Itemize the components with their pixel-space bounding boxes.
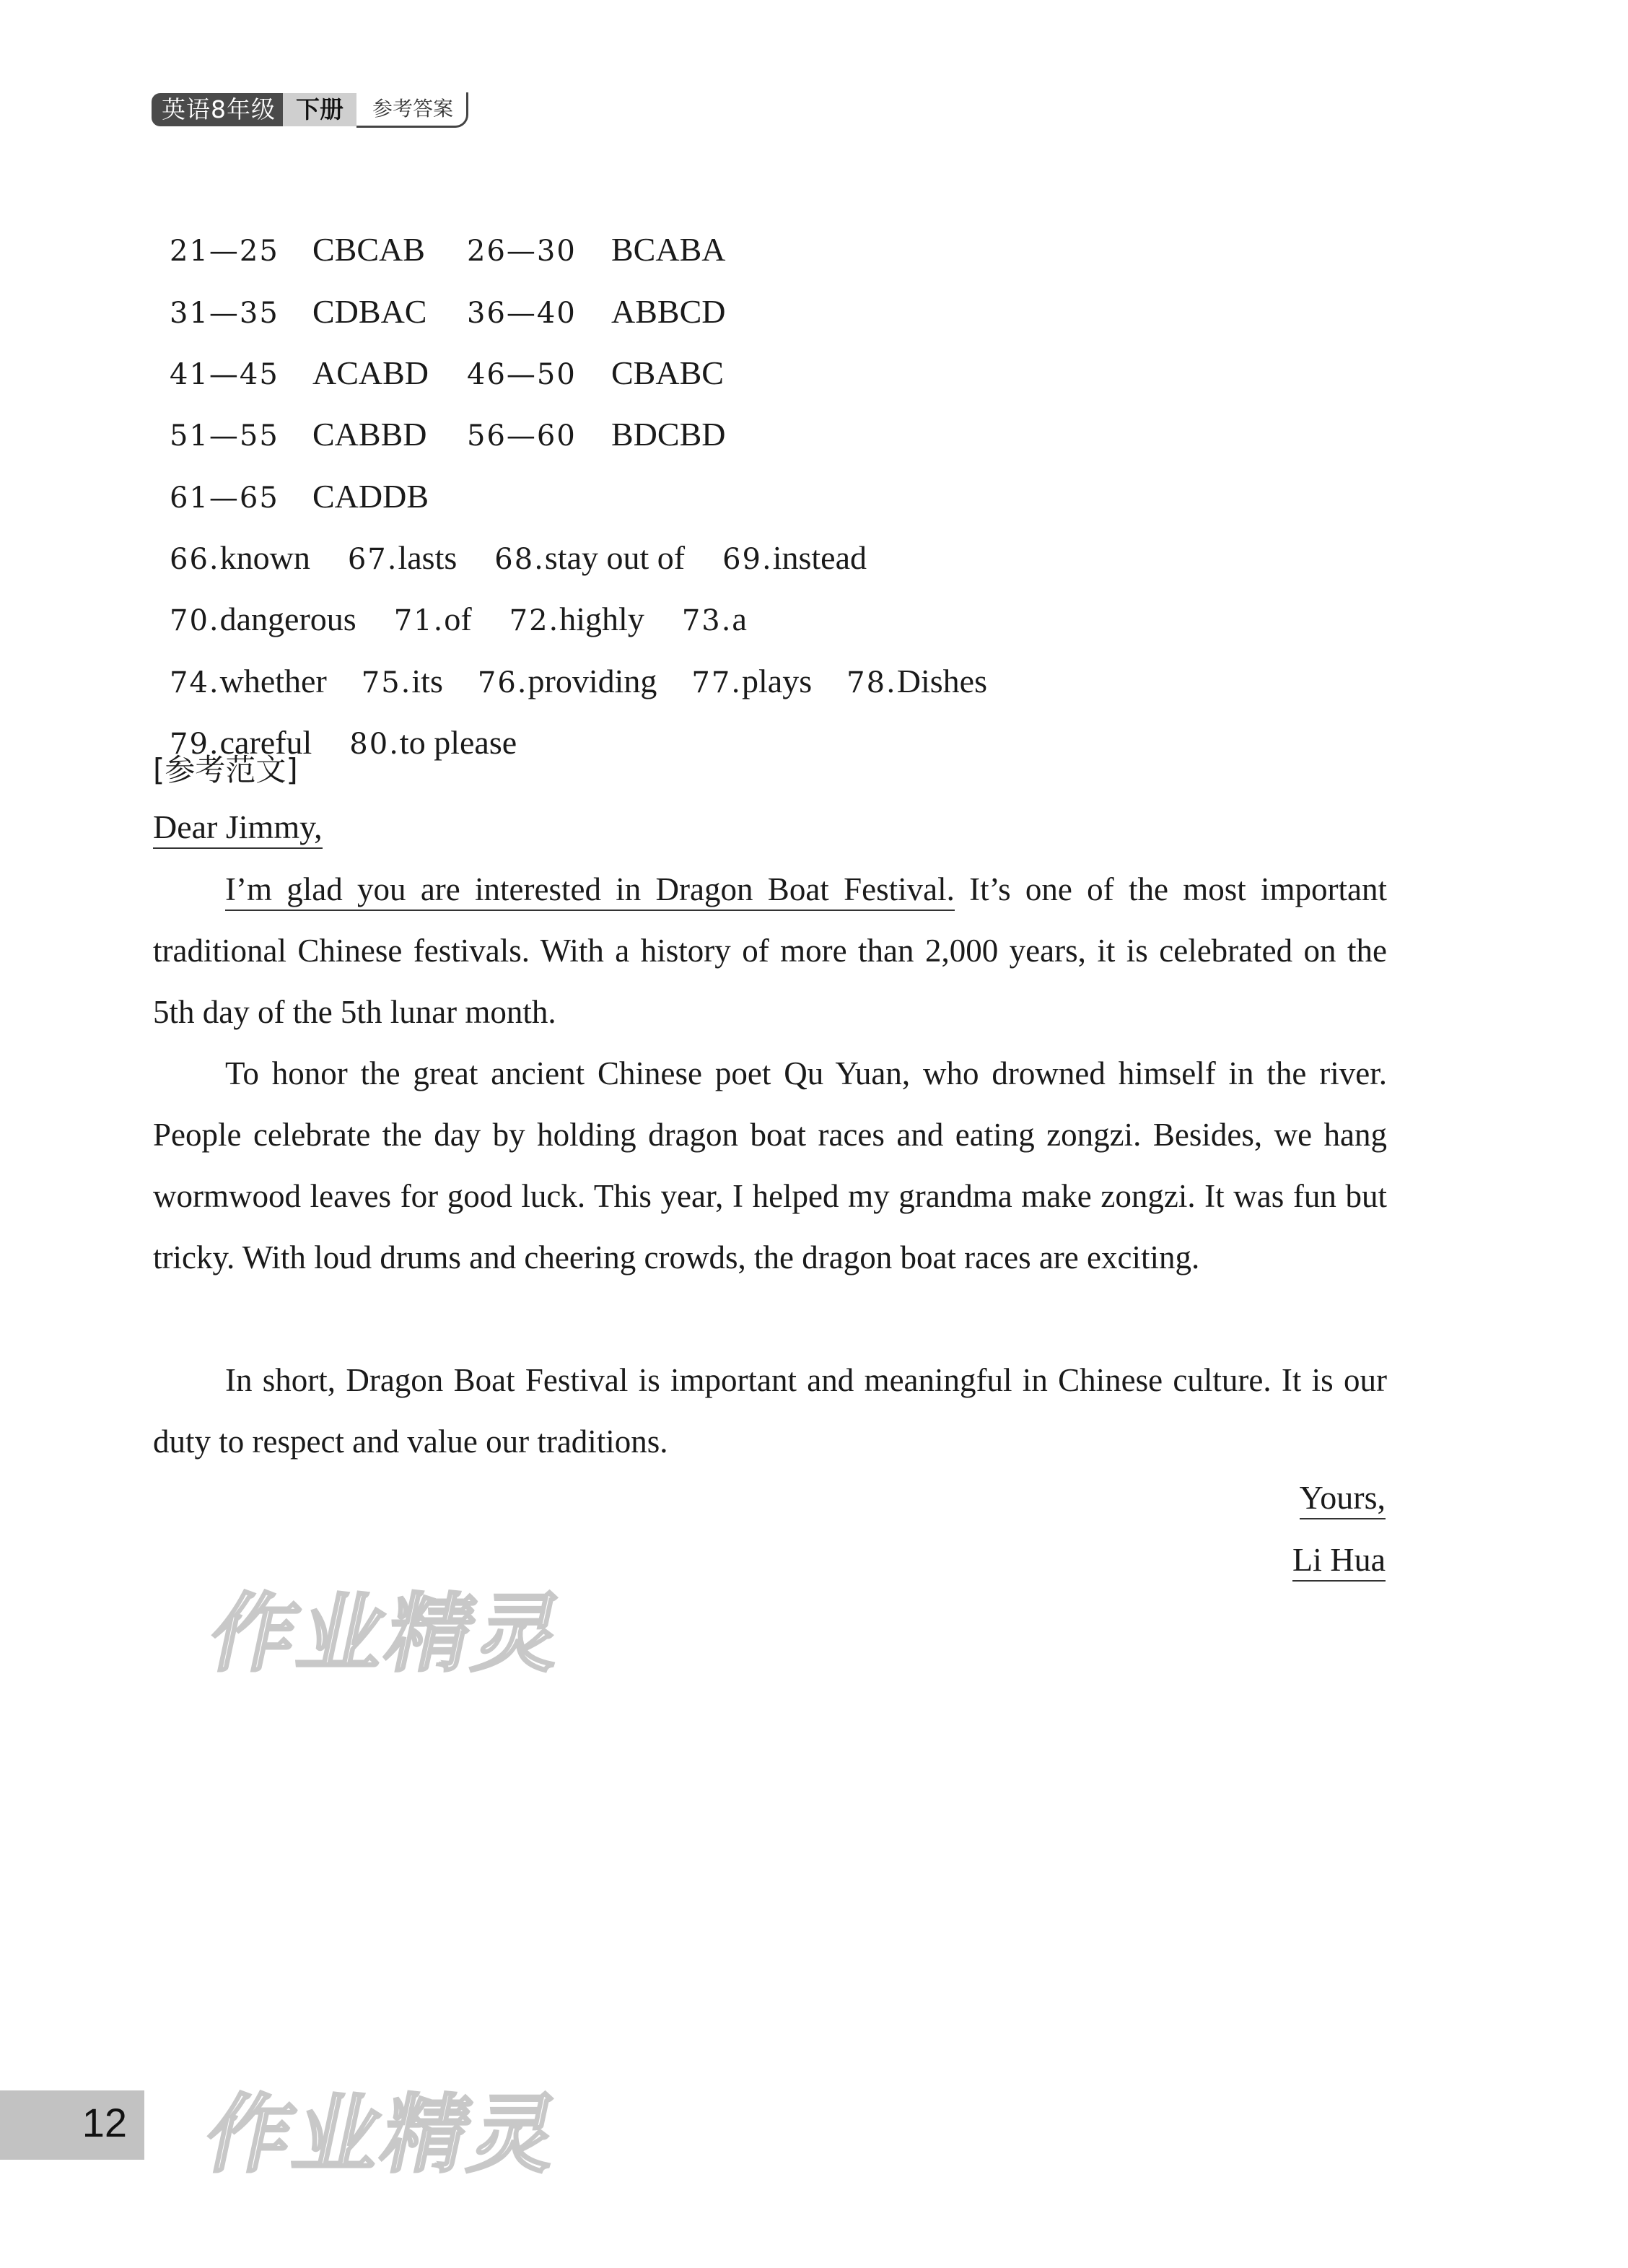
question-number: 74. xyxy=(170,666,220,699)
answer-letters: CBABC xyxy=(611,354,724,391)
answer-word: Dishes xyxy=(896,663,987,699)
question-number: 79. xyxy=(170,728,220,761)
answer-word: to please xyxy=(399,724,517,761)
signature-line xyxy=(1292,1540,1386,1579)
page-header xyxy=(152,91,468,128)
header-section: 参考答案 xyxy=(356,92,468,128)
answer-letters: CADDB xyxy=(312,478,429,515)
letter-greeting: Dear Jimmy, xyxy=(153,808,323,849)
answer-letters: CABBD xyxy=(312,416,427,453)
closing-line xyxy=(1300,1478,1386,1517)
question-range: 31—35 xyxy=(170,297,279,330)
answer-letters: ACABD xyxy=(312,354,429,391)
essay-label: [参考范文] xyxy=(153,752,298,788)
question-number: 78. xyxy=(846,666,897,699)
answer-word: a xyxy=(732,601,747,637)
watermark: 作业精灵 xyxy=(201,1584,575,1683)
answer-letters: CDBAC xyxy=(312,293,427,330)
question-number: 80. xyxy=(349,728,400,761)
question-number: 69. xyxy=(722,543,773,576)
essay-paragraph-3 xyxy=(153,1350,1387,1473)
answer-word: highly xyxy=(559,601,644,637)
answer-word: of xyxy=(444,601,472,637)
paragraph-3-text: In short, Dragon Boat Festival is important and meaningful in Chinese culture. It is our duty to respect and value our traditions. xyxy=(153,1362,1387,1460)
question-number: 76. xyxy=(477,666,528,699)
page-number: 12 xyxy=(82,2100,127,2145)
header-volume: 下册 xyxy=(283,93,356,126)
answer-letters: ABBCD xyxy=(611,293,726,330)
page-number-tab xyxy=(0,2090,144,2160)
watermark: 作业精灵 xyxy=(197,2085,571,2184)
answer-letters: BDCBD xyxy=(611,416,726,453)
question-range: 61—65 xyxy=(170,481,279,515)
paragraph-1-rest: It’s one of the most important traditional Chinese festivals. With a history of more than 2,000 years, it is celebrated on the 5th day of the 5th lunar month. xyxy=(153,871,1387,1030)
question-range: 21—25 xyxy=(170,235,279,268)
question-number: 73. xyxy=(681,604,732,637)
question-number: 70. xyxy=(170,604,220,637)
answer-word: known xyxy=(219,539,310,576)
question-range: 46—50 xyxy=(467,358,577,391)
letter-signature: Li Hua xyxy=(1292,1541,1386,1582)
question-number: 75. xyxy=(361,666,412,699)
letter-closing: Yours, xyxy=(1300,1479,1386,1519)
underlined-opening: I’m glad you are interested in Dragon Boat Festival. xyxy=(225,871,955,911)
answer-letters: CBCAB xyxy=(312,231,425,268)
answer-word: lasts xyxy=(398,539,458,576)
question-range: 26—30 xyxy=(467,235,577,268)
answer-word: dangerous xyxy=(219,601,356,637)
answer-word: whether xyxy=(219,663,327,699)
question-number: 66. xyxy=(170,543,220,576)
question-range: 41—45 xyxy=(170,358,279,391)
essay-paragraph-2 xyxy=(153,1043,1387,1288)
answer-word: instead xyxy=(772,539,867,576)
greeting-line xyxy=(153,808,323,846)
answer-word: providing xyxy=(528,663,657,699)
question-number: 72. xyxy=(509,604,560,637)
essay-paragraph-1 xyxy=(153,859,1387,1043)
question-range: 36—40 xyxy=(467,297,577,330)
question-range: 56—60 xyxy=(467,419,577,453)
paragraph-2-text: To honor the great ancient Chinese poet Qu Yuan, who drowned himself in the river. People celebrate the day by holding dragon boat races and eating zongzi. Besides, we hang wormwood leaves for good luck. This year, I helped my grandma make zongzi. It was fun but tricky. With loud drums and cheering crowds, the dragon boat races are exciting. xyxy=(153,1055,1387,1275)
question-range: 51—55 xyxy=(170,419,279,453)
header-grade: 英语8年级 xyxy=(152,93,283,126)
answer-word: its xyxy=(411,663,443,699)
question-number: 68. xyxy=(494,543,545,576)
question-number: 77. xyxy=(691,666,743,699)
answer-word: plays xyxy=(742,663,813,699)
answer-letters: BCABA xyxy=(611,231,726,268)
question-number: 71. xyxy=(393,604,445,637)
answer-word: stay out of xyxy=(544,539,686,576)
question-number: 67. xyxy=(347,543,398,576)
answer-word: careful xyxy=(219,724,312,761)
